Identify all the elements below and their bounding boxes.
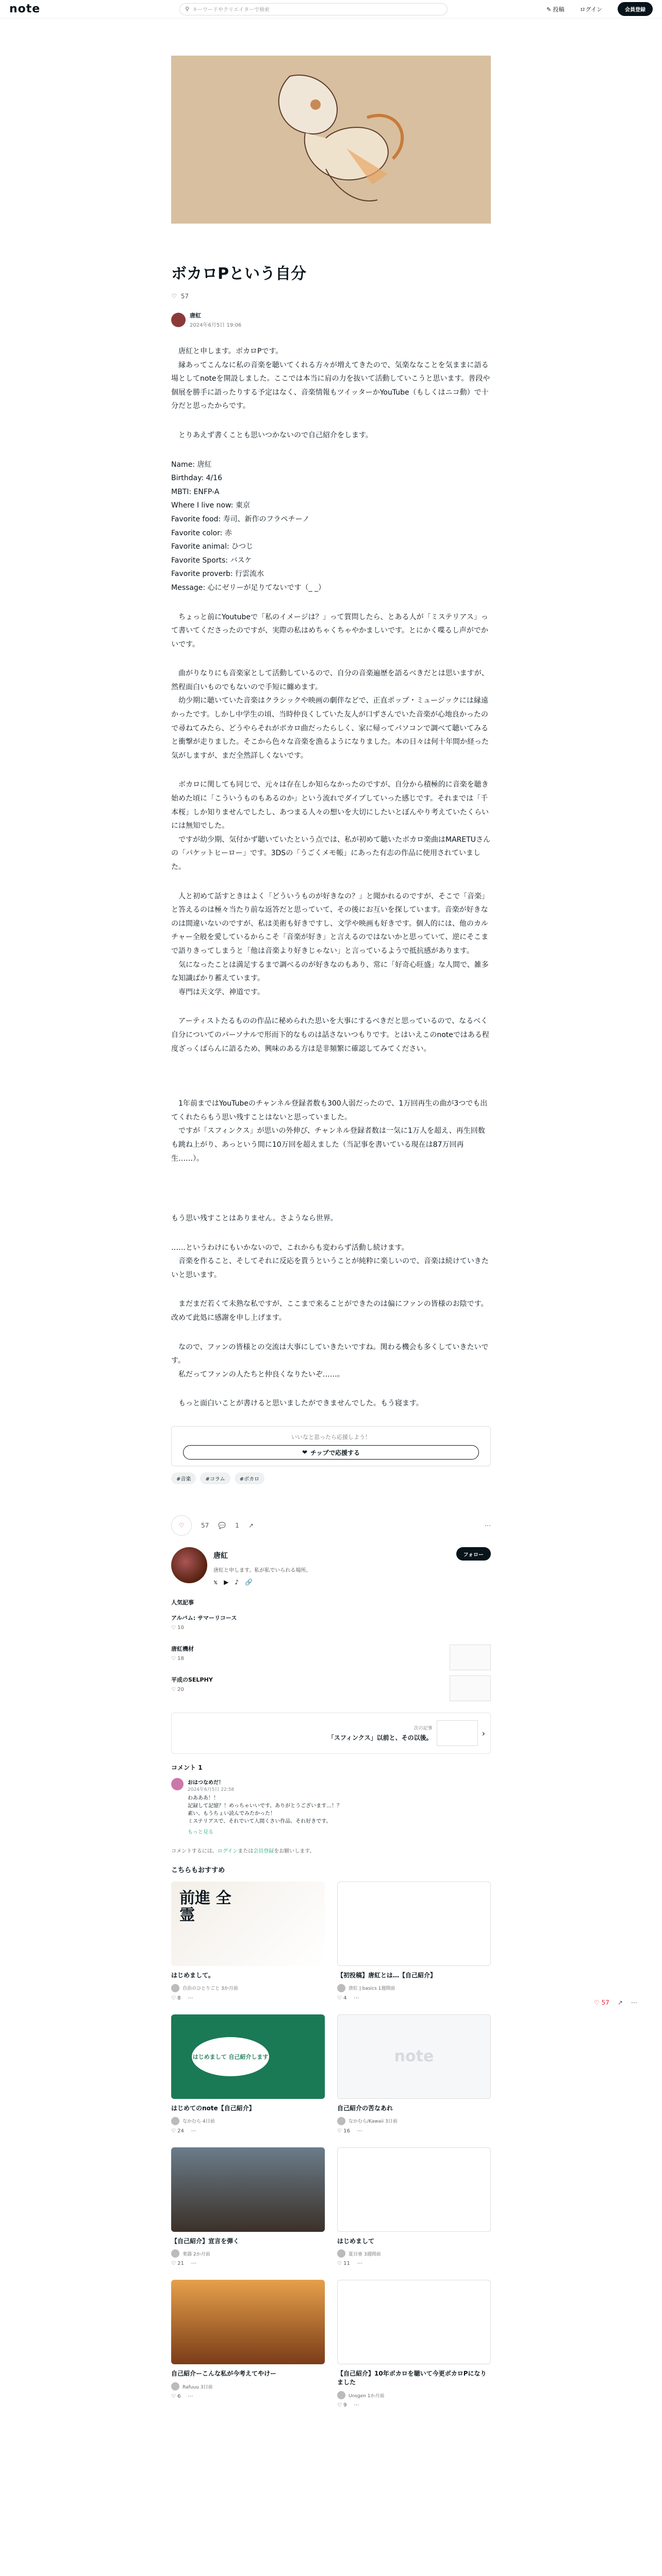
side-like-button[interactable]: ♡ 57 — [594, 1999, 609, 2006]
card-author-avatar — [171, 2249, 179, 2258]
card-likes: ♡ 6 — [171, 2394, 181, 2400]
recommended-card[interactable] — [171, 1882, 325, 2001]
next-article-card[interactable] — [171, 1713, 491, 1754]
card-more-icon[interactable]: ⋯ — [191, 2261, 196, 2267]
card-author: なかむら 4日前 — [183, 2119, 215, 2125]
body-paragraph: 曲がりなりにも音楽家として活動しているので、自分の音楽遍歴を語るべきだとは思いますが、然程面白いものでもないので手短に纏めます。 幼少期に聴いていた音楽はクラシックや映画の劇伴などで、正直ポップ・ミュージックには縁遠かったです。しかし中学生の頃、当時仲良くしていた友人が口ずさんでいた音楽が心地良かったので尋ねてみたら、どうやらそれがボカロ曲だったらしく、家に帰ってパソコンで調べて聴いてみると衝撃が走りました。そこから色々な音楽を漁るようになりました。本の日々は何十年間か経った気がしますが、まだ全然詳しくないです。 — [171, 669, 489, 760]
body-paragraph: ボカロに関しても同じで、元々は存在しか知らなかったのですが、自分から積極的に音楽を聴き始めた頃に「こういうものもあるのか」という流れでダイブしていった感じです。それまでは「千本桜」しか知りませんでしたし、あつまる人々の想いを大切にしたいとぼんやり考えていたくらいには無知でした。 ですが幼少期、気付かず聴いていたという点では、私が初めて聴いたボカロ楽曲はMARETUさんの「パケットヒーロー」です。3DSの「うごくメモ帳」にあった有志の作品に使用されていました。 — [171, 781, 491, 871]
card-thumbnail — [337, 2147, 491, 2232]
popular-likes: ♡ 18 — [171, 1656, 184, 1662]
card-author-avatar — [171, 2382, 179, 2391]
tip-button[interactable]: ❤ チップで応援する — [183, 1445, 479, 1460]
card-likes: ♡ 24 — [171, 2128, 184, 2134]
popular-title: アルバム: サマーリコース — [171, 1615, 237, 1622]
next-title: 「スフィンクス」以前と、その以後。 — [327, 1734, 433, 1742]
card-more-icon[interactable]: ⋯ — [191, 2128, 196, 2134]
note-logo[interactable]: note — [9, 3, 41, 15]
body-paragraph: 人と初めて話すときはよく「どういうものが好きなの？」と聞かれるのですが、そこで「音楽」と答えるのは極々当たり前な返答だと思っていて、その後にお互いを探しています。音楽が好きなのは間違いないのですが、私は美術も好きですし、文学や映画も好きです。個人的には、他のカルチャー全般を愛しているからこそ「音楽が好き」と言えるのではないかと思っていて、逆にそこまで語りきってしまうと「他は音楽より好きじゃない」と言っているようで抵抗感があります。 気になったことは満足するまで調べるのが好きなのもあり、常に「好奇心旺盛」な人間で、雑多な知識ばかり蓄えています。 専門は天文学、神道です。 — [171, 892, 489, 996]
popular-thumbnail — [450, 1675, 491, 1701]
card-author-avatar — [171, 1984, 179, 1992]
card-author: Rafuuu 3日前 — [183, 2384, 213, 2390]
popular-list — [171, 1614, 491, 1699]
popular-item[interactable] — [171, 1645, 491, 1668]
body-paragraph: Name: 唐紅 Birthday: 4/16 MBTI: ENFP-A Where I live now: 東京 Favorite food: 寿司、新作のフラペチーノ Favorite color: 赤 Favorite animal: ひつじ Favorite Sports: バスケ Favorite proverb: 行雲流水 Message: 心にゼリーが足りてないです（_ _） — [171, 460, 325, 592]
recommended-card[interactable] — [171, 2147, 325, 2267]
comment-icon[interactable]: 💬 — [218, 1522, 226, 1530]
signup-button[interactable]: 会員登録 — [618, 2, 653, 16]
card-more-icon[interactable]: ⋯ — [357, 2128, 362, 2134]
card-title: はじめまして — [337, 2237, 375, 2245]
comment-count: 1 — [235, 1522, 239, 1530]
pen-icon: ✎ — [546, 6, 552, 13]
like-count: 57 — [180, 293, 189, 300]
card-author: 楽器 2か月前 — [183, 2251, 210, 2257]
card-author: 自治のひとりごと 3か月前 — [183, 1986, 238, 1992]
card-author-avatar — [171, 2117, 179, 2125]
heart-icon: ♡ — [171, 293, 177, 300]
author-profile — [171, 1547, 491, 1586]
body-paragraph: ちょっと前にYoutubeで「私のイメージは？」って質問したら、とある人が「ミステリアス」って書いてくださったのですが、実際の私はめちゃくちゃやかましいです。とにかく喋るし声がでかいです。 — [171, 613, 488, 649]
x-icon[interactable]: 𝕩 — [213, 1579, 218, 1586]
search-input[interactable] — [179, 3, 448, 15]
card-badge: 前進 全霊 — [179, 1889, 231, 1925]
cover-image — [171, 56, 491, 224]
card-thumbnail — [337, 2280, 491, 2364]
card-author-avatar — [337, 2249, 345, 2258]
card-more-icon[interactable]: ⋯ — [354, 2402, 359, 2409]
next-thumbnail — [437, 1720, 478, 1746]
more-icon[interactable]: ⋯ — [485, 1522, 491, 1530]
side-action-bar — [594, 1999, 637, 2006]
body-paragraph: もう思い残すことはありません。さようなら世界。 — [171, 1214, 338, 1223]
card-title: はじめまして。 — [171, 1972, 214, 1979]
commenter-name[interactable]: おはつなめだ！ — [188, 1780, 224, 1786]
profile-name[interactable]: 唐紅 — [213, 1552, 228, 1561]
card-title: 自己紹介ーこんな私が今考えてやけー — [171, 2370, 277, 2378]
card-thumbnail — [171, 2280, 325, 2364]
article-main — [171, 56, 491, 2408]
commenter-avatar[interactable] — [171, 1778, 184, 1790]
side-share-icon[interactable]: ↗ — [617, 1999, 623, 2006]
comments-heading: コメント 1 — [171, 1764, 203, 1772]
card-title: 自己紹介の苦なあれ — [337, 2104, 393, 2112]
card-likes: ♡ 16 — [337, 2128, 350, 2134]
card-thumbnail — [171, 1882, 325, 1966]
recommended-card[interactable] — [171, 2014, 325, 2134]
card-likes: ♡ 11 — [337, 2261, 350, 2267]
card-author: 唐紅 | basics 1週間前 — [349, 1986, 395, 1992]
popular-thumbnail — [450, 1645, 491, 1670]
note-logo-watermark: note — [394, 2047, 434, 2066]
card-more-icon[interactable]: ⋯ — [357, 2261, 362, 2267]
popular-title: 唐紅機材 — [171, 1646, 194, 1653]
card-author-avatar — [337, 2391, 345, 2399]
card-likes: ♡ 4 — [337, 1995, 347, 2001]
body-paragraph: とりあえず書くことも思いつかないので自己紹介をします。 — [171, 431, 373, 439]
article-title: ボカロPという自分 — [171, 265, 306, 283]
card-likes: ♡ 8 — [171, 1995, 181, 2001]
login-link[interactable]: ログイン — [580, 6, 602, 13]
support-box — [171, 1426, 491, 1466]
body-paragraph: アーティストたるものの作品に秘められた思いを大事にするべきだと思っているので、なるべく自分についてのパーソナルで形而下的なものは話さないつもりです。とはいえこのnoteではある程度ざっくばらんに語るため、興味のある方は是非頻繁に確認してみてください。 — [171, 1017, 489, 1053]
article-body — [171, 345, 491, 1411]
popular-likes: ♡ 20 — [171, 1687, 184, 1693]
popular-title: 平成のSELPHY — [171, 1676, 213, 1684]
tip-icon: ❤ — [302, 1449, 308, 1456]
comment-login-prompt: コメントするには、ログインまたは会員登録をお願いします。 — [171, 1849, 315, 1855]
recommended-card[interactable] — [337, 2014, 491, 2134]
like-button[interactable] — [171, 1515, 192, 1536]
publish-date: 2024年6月5日 19:06 — [190, 323, 242, 328]
card-author-avatar — [337, 2117, 345, 2125]
card-author: 夏目亜 3週間前 — [349, 2251, 381, 2257]
card-author: なかむら/Kawaii 3日前 — [349, 2119, 398, 2125]
youtube-icon[interactable]: ▶ — [224, 1579, 229, 1586]
body-paragraph: 1年前まではYouTubeのチャンネル登録者数も300人弱だったので、1万回再生の曲が3つでも出てくれたらもう思い残すことはないと思っていました。 ですが「スフィンクス」が思いの外伸び、チャンネル登録者数は一気に1万人を超え、再生回数も跳ね上がり、あっという間に10万回を超えました（当記事を書いている現在は87万回再生……）。 — [171, 1099, 488, 1163]
body-paragraph: 唐紅と申します。ボカロPです。 縁あってこんなに私の音楽を聴いてくれる方々が増えてきたので、気楽ななことを気ままに語る場としてnoteを開設しました。ここでは本当に肩の力を抜いて活動していこうと思います。普段や個展を勝手に語ったりする予定はなく、音楽情報もツイッターかYouTube（もしくはニコ動）で十分だと思ったからです。 — [171, 347, 490, 411]
card-thumbnail — [171, 2014, 325, 2099]
body-paragraph: まだまだ若くて未熟な私ですが、ここまで来ることができたのは偏にファンの皆様のお陰です。改めて此処に感謝を申し上げます。 — [171, 1300, 488, 1323]
comment-login-link[interactable]: ログイン — [217, 1849, 238, 1855]
card-title: 【初投稿】唐紅とは…【自己紹介】 — [337, 1972, 437, 1979]
search-icon: ⚲ — [185, 6, 190, 12]
action-bar — [171, 1515, 491, 1536]
next-label: 次の記事 — [413, 1726, 433, 1732]
recommended-card[interactable] — [337, 2280, 491, 2408]
link-icon[interactable]: 🔗 — [245, 1579, 253, 1586]
author-name[interactable]: 唐紅 — [190, 312, 201, 319]
side-more-icon[interactable]: ⋯ — [631, 1999, 637, 2006]
card-author: Unsgen 1か月前 — [349, 2393, 385, 2399]
card-title: 【自己紹介】10年ボカロを聴いて今更ボカロPになりました — [337, 2370, 487, 2386]
like-count-bottom: 57 — [201, 1522, 209, 1530]
comment-list — [171, 1778, 491, 1835]
card-more-icon[interactable]: ⋯ — [188, 2394, 193, 2400]
body-paragraph: もっと面白いことが書けると思いましたができませんでした。もう寝ます。 — [171, 1399, 423, 1408]
comment-signup-link[interactable]: 会員登録 — [253, 1849, 274, 1855]
heart-icon: ♡ — [178, 1522, 185, 1530]
support-label: いいなと思ったら応援しよう！ — [291, 1434, 371, 1441]
card-thumbnail — [337, 1882, 491, 1966]
recommended-grid — [171, 1882, 491, 2408]
recommended-card[interactable] — [337, 2147, 491, 2267]
comment-more-link[interactable]: もっと見る — [188, 1829, 213, 1836]
author-line — [171, 311, 491, 328]
chevron-right-icon: › — [482, 1728, 485, 1738]
popular-likes: ♡ 10 — [171, 1625, 184, 1631]
comment-text: わあああ！！ 記録して記憶？！めっちゃいいです、ありがとうございます…！？ 素い、もうちょい読んでみたかった！ ミステリアスで、それでいて人間くさい作品、それ好きです。 — [188, 1795, 342, 1825]
card-title: 【自己紹介】宣言を弾く — [171, 2237, 240, 2245]
post-link[interactable]: ✎ 投稿 — [546, 6, 565, 13]
share-icon[interactable]: ↗ — [248, 1522, 254, 1530]
author-avatar[interactable] — [171, 313, 186, 327]
card-thumbnail — [171, 2147, 325, 2232]
follow-button[interactable]: フォロー — [456, 1547, 491, 1561]
tag-chip[interactable]: #コラム — [200, 1472, 230, 1484]
tag-chip[interactable]: #ボカロ — [235, 1472, 264, 1484]
profile-avatar[interactable] — [171, 1547, 207, 1583]
card-title: はじめてのnote【自己紹介】 — [171, 2104, 255, 2112]
comment-item — [171, 1778, 491, 1835]
search-placeholder: キーワードやクリエイターで検索 — [192, 7, 270, 13]
body-paragraph: ……というわけにもいかないので、これからも変わらず活動し続けます。 音楽を作ること、そしてそれに反応を貰うということが純粋に楽しいので、音楽は続けていきたいと思います。 — [171, 1243, 489, 1279]
recommended-card[interactable] — [337, 1882, 491, 2001]
card-likes: ♡ 21 — [171, 2261, 184, 2267]
recommended-card[interactable] — [171, 2280, 325, 2408]
card-likes: ♡ 9 — [337, 2402, 347, 2409]
tag-list — [171, 1472, 491, 1484]
tag-chip[interactable]: #音楽 — [171, 1472, 196, 1484]
card-more-icon[interactable]: ⋯ — [354, 1995, 359, 2001]
card-author-avatar — [337, 1984, 345, 1992]
popular-item[interactable] — [171, 1614, 491, 1637]
top-header — [0, 0, 662, 19]
tiktok-icon[interactable]: ♪ — [235, 1579, 239, 1586]
like-summary — [171, 293, 491, 300]
body-paragraph: なので、ファンの皆様との交流は大事にしていきたいですね。関わる機会も多くしていきたいです。 私だってファンの人たちと仲良くなりたいぞ……。 — [171, 1343, 489, 1379]
card-badge: はじめまして 自己紹介します — [192, 2037, 269, 2076]
profile-bio: 唐紅と申します。私が私でいられる場所。 — [213, 1568, 311, 1574]
popular-item[interactable] — [171, 1675, 491, 1699]
recommended-heading: こちらもおすすめ — [171, 1867, 225, 1875]
popular-heading: 人気記事 — [171, 1599, 194, 1606]
card-more-icon[interactable]: ⋯ — [188, 1995, 193, 2001]
comment-date: 2024年6月5日 22:58 — [188, 1787, 235, 1793]
card-thumbnail — [337, 2014, 491, 2099]
